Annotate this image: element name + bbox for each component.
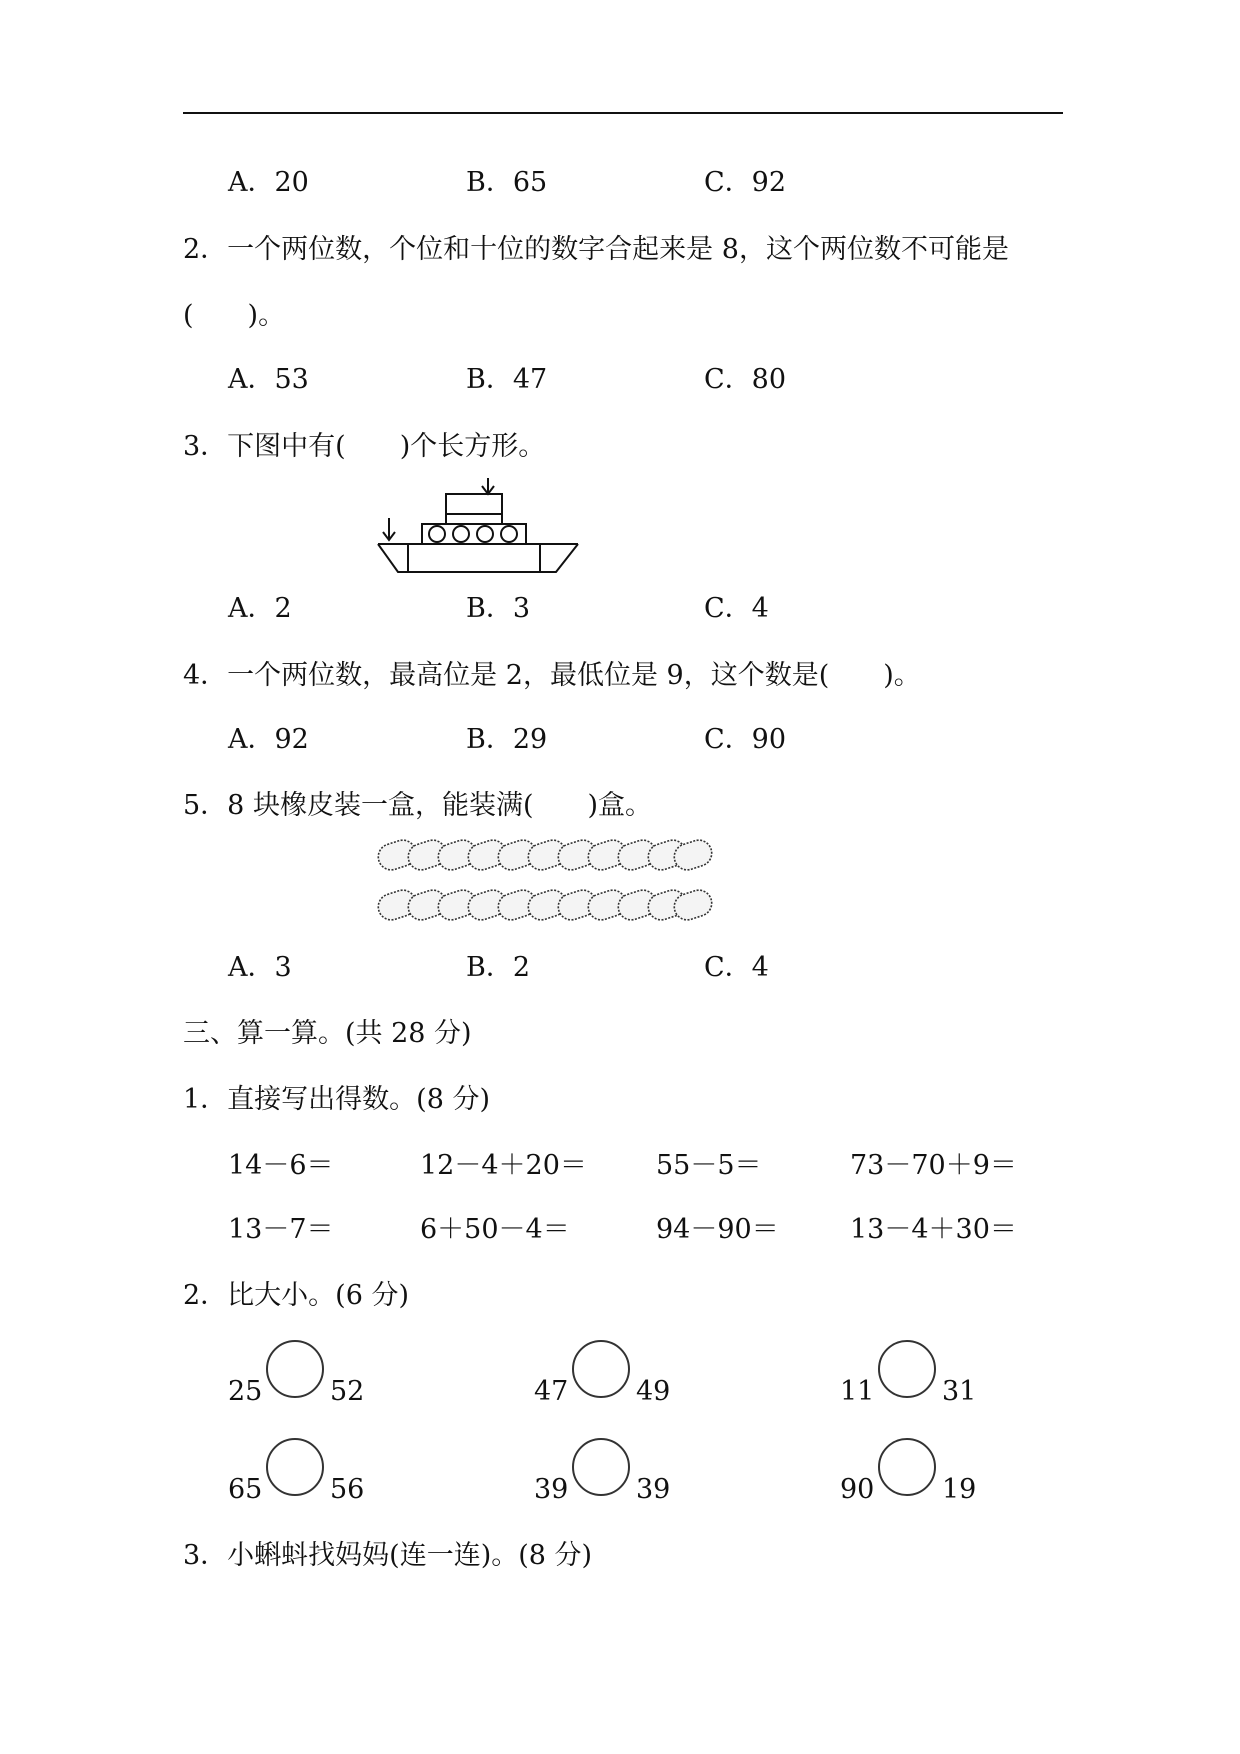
q1-option-b[interactable]: B．65 [466, 167, 548, 198]
calc-item[interactable]: 73－70＋9＝ [850, 1150, 1017, 1181]
calc-item[interactable]: 13－4＋30＝ [850, 1214, 1017, 1245]
compare-right-number: 56 [330, 1474, 365, 1505]
q3-option-b[interactable]: B．3 [466, 593, 531, 624]
compare-right-number: 31 [942, 1376, 977, 1407]
compare-right-number: 39 [636, 1474, 671, 1505]
q2-blank: ( )。 [183, 300, 286, 331]
compare-left-number: 25 [228, 1376, 263, 1407]
q3-option-c[interactable]: C．4 [704, 593, 769, 624]
compare-left-number: 90 [840, 1474, 875, 1505]
calc-item[interactable]: 55－5＝ [656, 1150, 762, 1181]
q2-option-a[interactable]: A．53 [228, 364, 309, 395]
compare-circle[interactable] [266, 1340, 324, 1398]
compare-circle[interactable] [572, 1438, 630, 1496]
q2-option-b[interactable]: B．47 [466, 364, 548, 395]
compare-circle[interactable] [878, 1340, 936, 1398]
q2-option-c[interactable]: C．80 [704, 364, 787, 395]
q5-text: 5．8 块橡皮装一盒，能装满( )盒。 [183, 790, 653, 821]
compare-left-number: 65 [228, 1474, 263, 1505]
compare-right-number: 52 [330, 1376, 365, 1407]
q3-text: 3．下图中有( )个长方形。 [183, 431, 546, 462]
calc-item[interactable]: 6＋50－4＝ [420, 1214, 570, 1245]
compare-left-number: 47 [534, 1376, 569, 1407]
calc-item[interactable]: 12－4＋20＝ [420, 1150, 587, 1181]
q4-option-c[interactable]: C．90 [704, 724, 787, 755]
q4-option-a[interactable]: A．92 [228, 724, 309, 755]
section3-title: 三、算一算。(共 28 分) [183, 1018, 472, 1049]
compare-right-number: 49 [636, 1376, 671, 1407]
section3-p1-text: 1．直接写出得数。(8 分) [183, 1084, 491, 1115]
q5-option-a[interactable]: A．3 [228, 952, 292, 983]
erasers-figure [374, 834, 720, 930]
boat-figure [370, 476, 580, 582]
q3-option-a[interactable]: A．2 [228, 593, 292, 624]
compare-circle[interactable] [572, 1340, 630, 1398]
compare-left-number: 39 [534, 1474, 569, 1505]
header-rule [183, 112, 1063, 114]
q2-text: 2．一个两位数，个位和十位的数字合起来是 8，这个两位数不可能是 [183, 234, 1009, 265]
q1-option-a[interactable]: A．20 [228, 167, 309, 198]
compare-circle[interactable] [266, 1438, 324, 1496]
compare-circle[interactable] [878, 1438, 936, 1496]
compare-left-number: 11 [840, 1376, 875, 1407]
q1-option-c[interactable]: C．92 [704, 167, 787, 198]
q4-option-b[interactable]: B．29 [466, 724, 548, 755]
section3-p2-text: 2．比大小。(6 分) [183, 1280, 410, 1311]
q4-text: 4．一个两位数，最高位是 2，最低位是 9，这个数是( )。 [183, 660, 921, 691]
calc-item[interactable]: 13－7＝ [228, 1214, 334, 1245]
section3-p3-text: 3．小蝌蚪找妈妈(连一连)。(8 分) [183, 1540, 593, 1571]
q5-option-c[interactable]: C．4 [704, 952, 769, 983]
calc-item[interactable]: 14－6＝ [228, 1150, 334, 1181]
compare-right-number: 19 [942, 1474, 977, 1505]
q5-option-b[interactable]: B．2 [466, 952, 531, 983]
calc-item[interactable]: 94－90＝ [656, 1214, 779, 1245]
